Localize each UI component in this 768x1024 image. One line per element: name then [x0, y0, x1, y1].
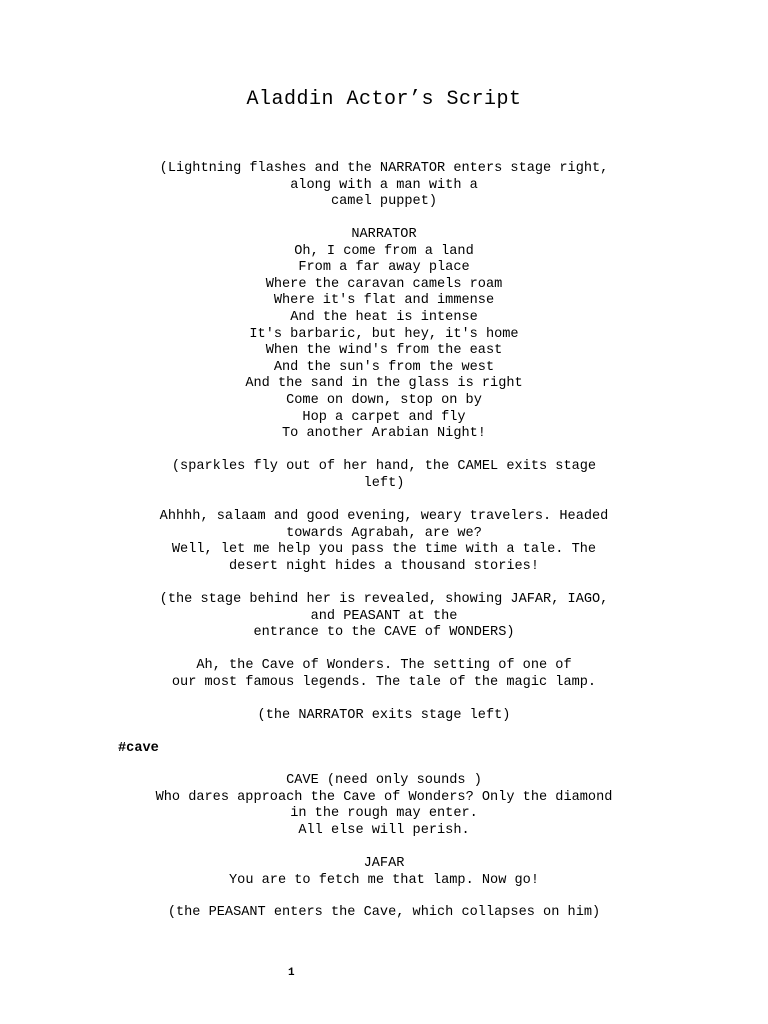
cave-dialogue: CAVE (need only sounds ) Who dares approach the Cave of Wonders? Only the diamond in the rough may enter. All else will perish.	[155, 773, 613, 838]
stage-direction-reveal: (the stage behind her is revealed, showing JAFAR, IAGO, and PEASANT at the entrance to the CAVE of WONDERS)	[159, 592, 609, 641]
stage-direction-peasant: (the PEASANT enters the Cave, which collapses on him)	[167, 905, 601, 920]
jafar-dialogue: JAFAR You are to fetch me that lamp. Now go!	[229, 856, 539, 888]
stage-direction-opening: (Lightning flashes and the NARRATOR enters stage right, along with a man with a camel puppet)	[159, 161, 609, 210]
stage-direction-sparkles: (sparkles fly out of her hand, the CAMEL exits stage left)	[171, 459, 597, 491]
page-title: Aladdin Actor’s Script	[246, 88, 522, 111]
page-number: 1	[288, 967, 295, 979]
narrator-cave-intro: Ah, the Cave of Wonders. The setting of one of our most famous legends. The tale of the magic lamp.	[171, 658, 597, 690]
stage-direction-narrator-exit: (the NARRATOR exits stage left)	[257, 708, 511, 723]
narrator-greeting: Ahhhh, salaam and good evening, weary travelers. Headed towards Agrabah, are we? Well, let me help you pass the time with a tale. The desert night hides a thousand stories!	[159, 509, 609, 574]
section-heading: #cave	[118, 741, 159, 756]
narrator-song: NARRATOR Oh, I come from a land From a far away place Where the caravan camels roam Where it's flat and immense And the heat is intense It's barbaric, but hey, it's home When the wind's from the east And the sun's from the west And the sand in the glass is right Come on down, stop on by Hop a carpet and fly To another Arabian Night!	[245, 227, 523, 442]
